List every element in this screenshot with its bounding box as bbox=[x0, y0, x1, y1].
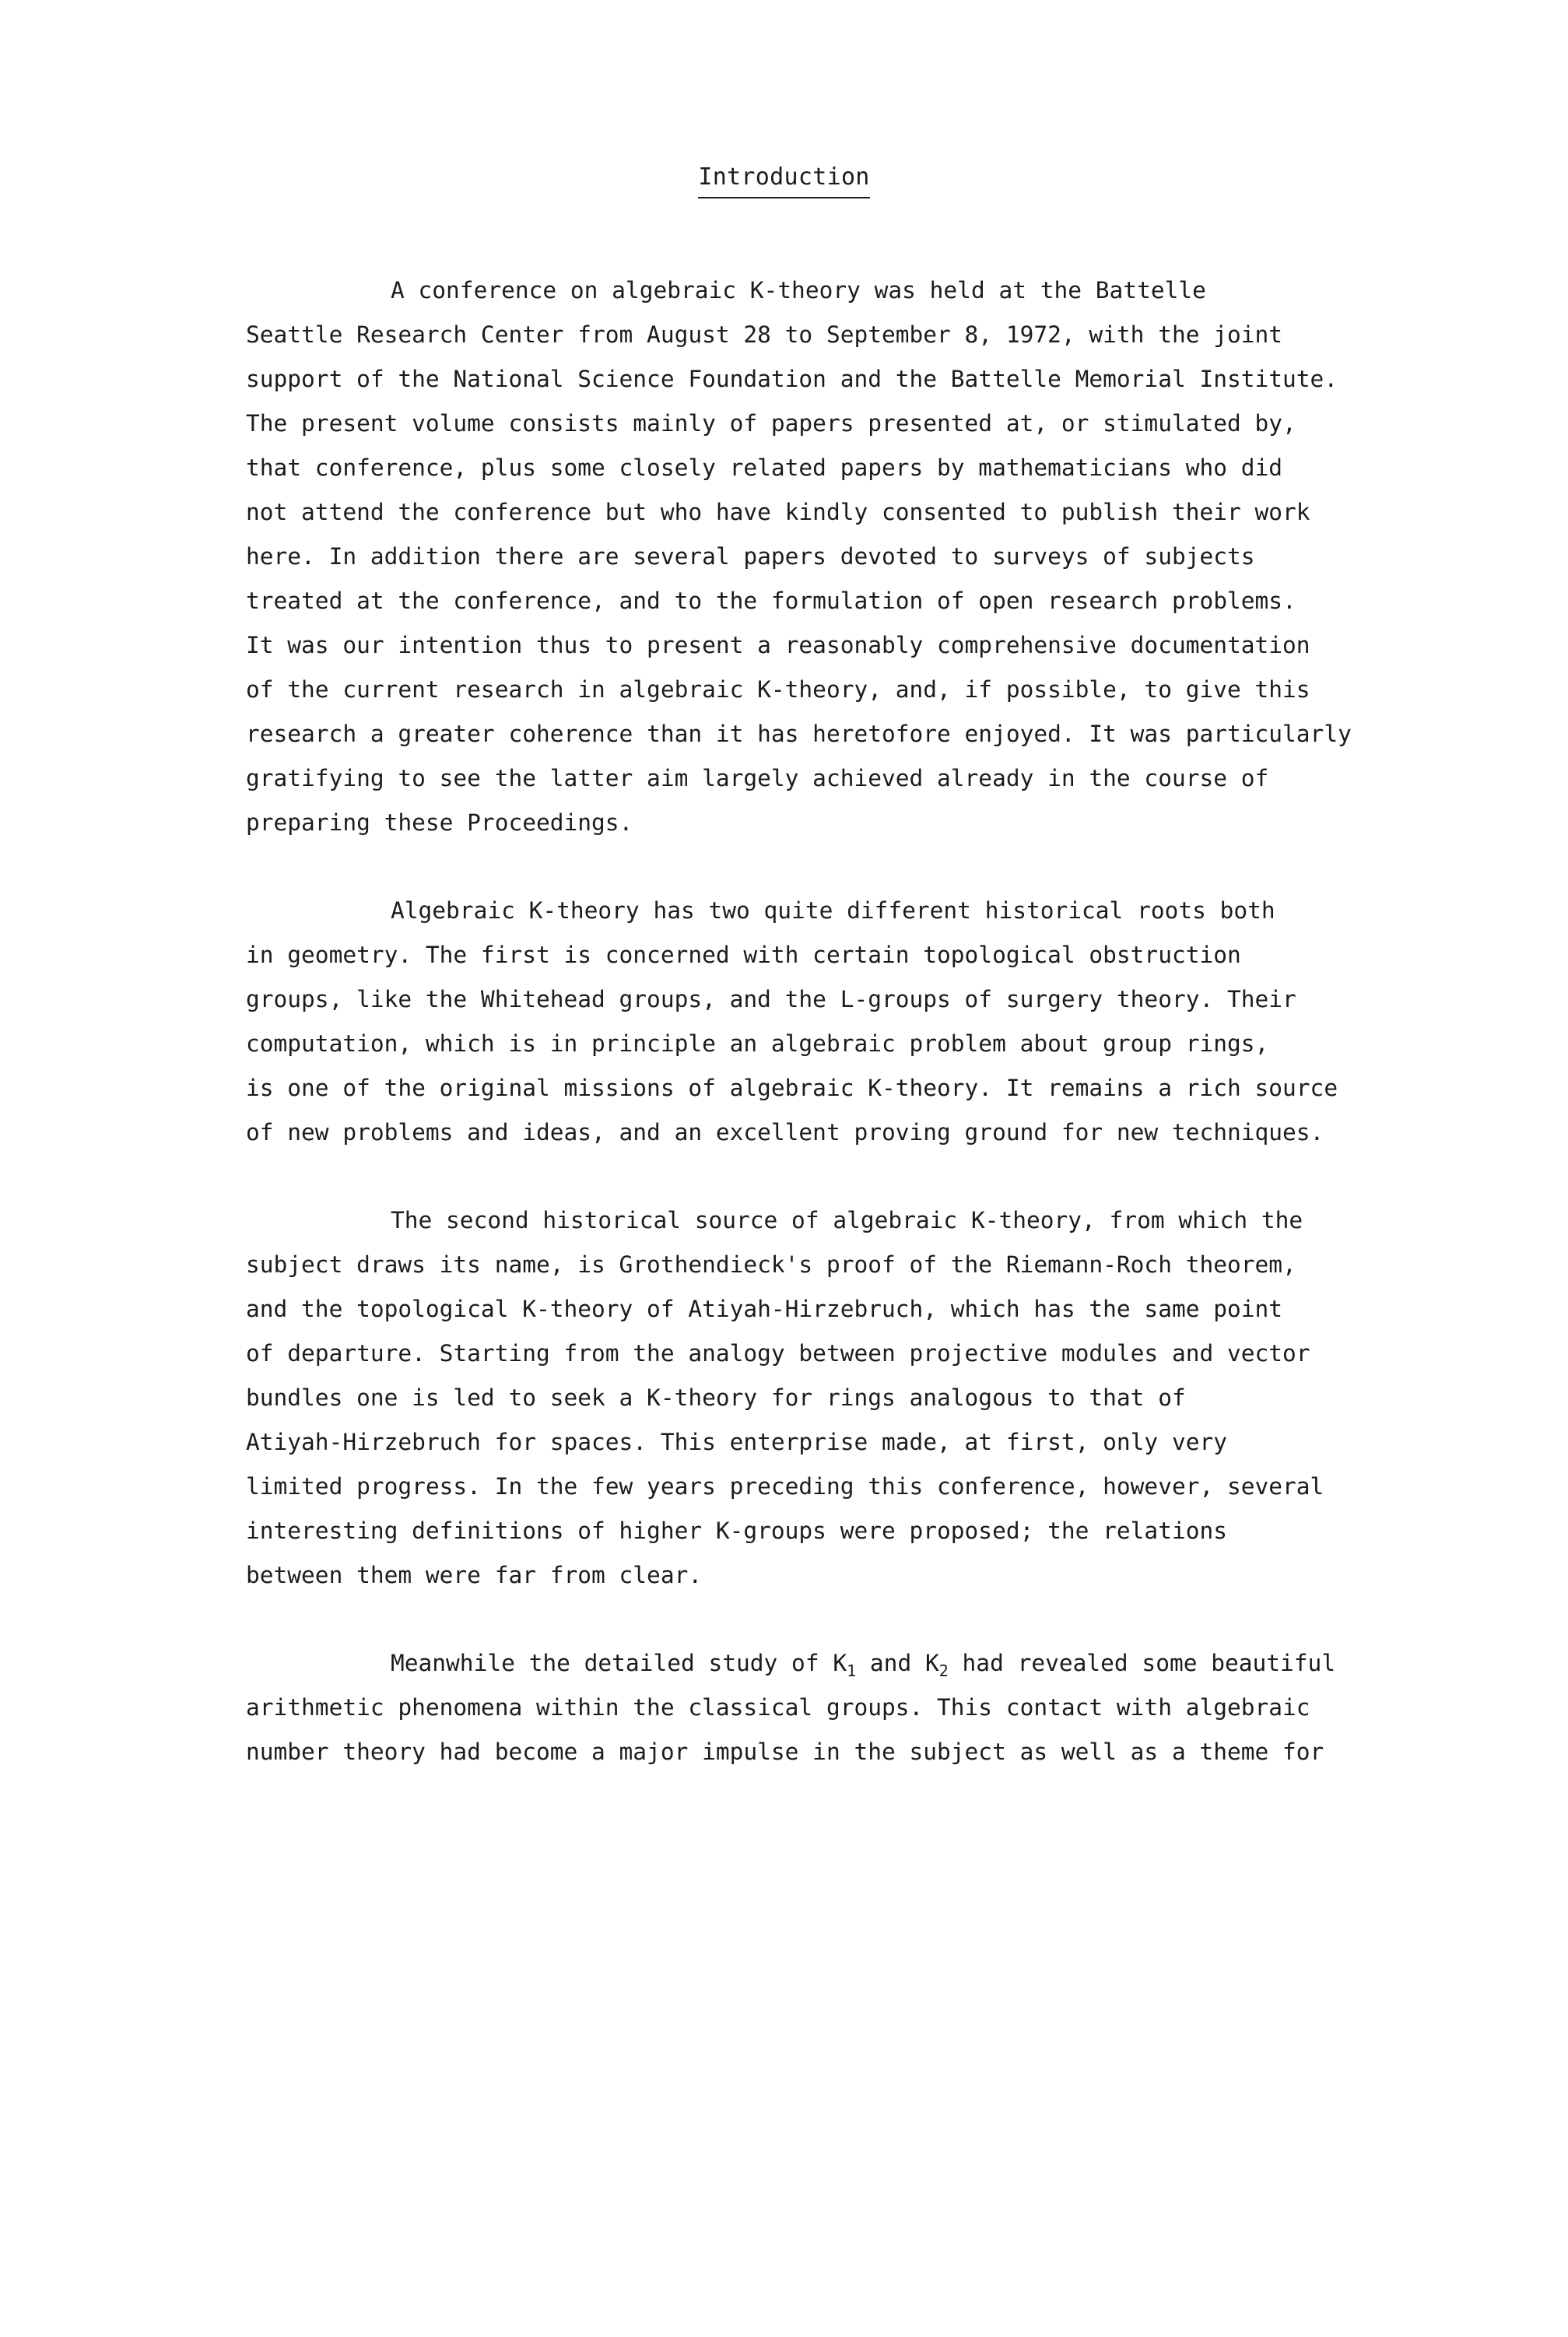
text-line: computation, which is in principle an algebraic problem about group rings, bbox=[246, 1030, 1269, 1057]
text-line: not attend the conference but who have kindly consented to publish their work bbox=[246, 499, 1310, 525]
text-line: is one of the original missions of algebraic K-theory. It remains a rich source bbox=[246, 1075, 1338, 1101]
subscript: 2 bbox=[938, 1662, 949, 1680]
text-line: support of the National Science Foundation and the Battelle Memorial Institute. bbox=[246, 366, 1338, 392]
text-line: between them were far from clear. bbox=[246, 1562, 703, 1588]
text-line: limited progress. In the few years preceding this conference, however, several bbox=[246, 1473, 1324, 1500]
text-line: The second historical source of algebraic K-theory, from which the bbox=[391, 1207, 1303, 1233]
text-line: and the topological K-theory of Atiyah-Hirzebruch, which has the same point bbox=[246, 1296, 1283, 1322]
text-line: of departure. Starting from the analogy between projective modules and vector bbox=[246, 1340, 1310, 1367]
paragraph-3 bbox=[246, 1198, 1444, 1598]
paragraph-2 bbox=[246, 889, 1444, 1155]
text-fragment: had revealed some beautiful bbox=[948, 1650, 1336, 1676]
text-line: arithmetic phenomena within the classical groups. This contact with algebraic bbox=[246, 1694, 1310, 1721]
paragraph-4 bbox=[246, 1641, 1444, 1774]
page-title: Introduction bbox=[698, 163, 869, 198]
text-line: number theory had become a major impulse in the subject as well as a theme for bbox=[246, 1739, 1324, 1765]
text-line: It was our intention thus to present a reasonably comprehensive documentation bbox=[246, 632, 1310, 658]
text-line: interesting definitions of higher K-groups were proposed; the relations bbox=[246, 1518, 1227, 1544]
text-line-with-subscripts bbox=[246, 1641, 1444, 1686]
text-line: that conference, plus some closely related papers by mathematicians who did bbox=[246, 454, 1283, 481]
text-line: bundles one is led to seek a K-theory for rings analogous to that of bbox=[246, 1384, 1186, 1411]
text-line: The present volume consists mainly of papers presented at, or stimulated by, bbox=[246, 410, 1296, 437]
text-fragment: Meanwhile the detailed study of K bbox=[391, 1650, 847, 1676]
paragraph-1 bbox=[246, 268, 1444, 845]
text-line: research a greater coherence than it has heretofore enjoyed. It was particularly bbox=[246, 721, 1352, 747]
text-line: Atiyah-Hirzebruch for spaces. This enterprise made, at first, only very bbox=[246, 1429, 1227, 1455]
title-block bbox=[0, 163, 1568, 198]
text-line: A conference on algebraic K-theory was held at the Battelle bbox=[391, 277, 1206, 304]
subscript: 1 bbox=[847, 1662, 857, 1680]
text-line: preparing these Proceedings. bbox=[246, 809, 633, 836]
text-line: of new problems and ideas, and an excellent proving ground for new techniques. bbox=[246, 1119, 1324, 1146]
text-line: here. In addition there are several papers devoted to surveys of subjects bbox=[246, 543, 1255, 570]
text-line: in geometry. The first is concerned with certain topological obstruction bbox=[246, 942, 1241, 968]
text-line: Seattle Research Center from August 28 to September 8, 1972, with the joint bbox=[246, 321, 1283, 348]
text-line: subject draws its name, is Grothendieck's proof of the Riemann-Roch theorem, bbox=[246, 1251, 1296, 1278]
text-fragment: and K bbox=[856, 1650, 939, 1676]
body-text bbox=[246, 268, 1444, 1818]
text-line: groups, like the Whitehead groups, and the L-groups of surgery theory. Their bbox=[246, 986, 1296, 1012]
text-line: Algebraic K-theory has two quite different historical roots both bbox=[391, 897, 1275, 924]
text-line: of the current research in algebraic K-theory, and, if possible, to give this bbox=[246, 676, 1310, 703]
text-line: treated at the conference, and to the formulation of open research problems. bbox=[246, 588, 1296, 614]
text-line: gratifying to see the latter aim largely achieved already in the course of bbox=[246, 765, 1269, 791]
